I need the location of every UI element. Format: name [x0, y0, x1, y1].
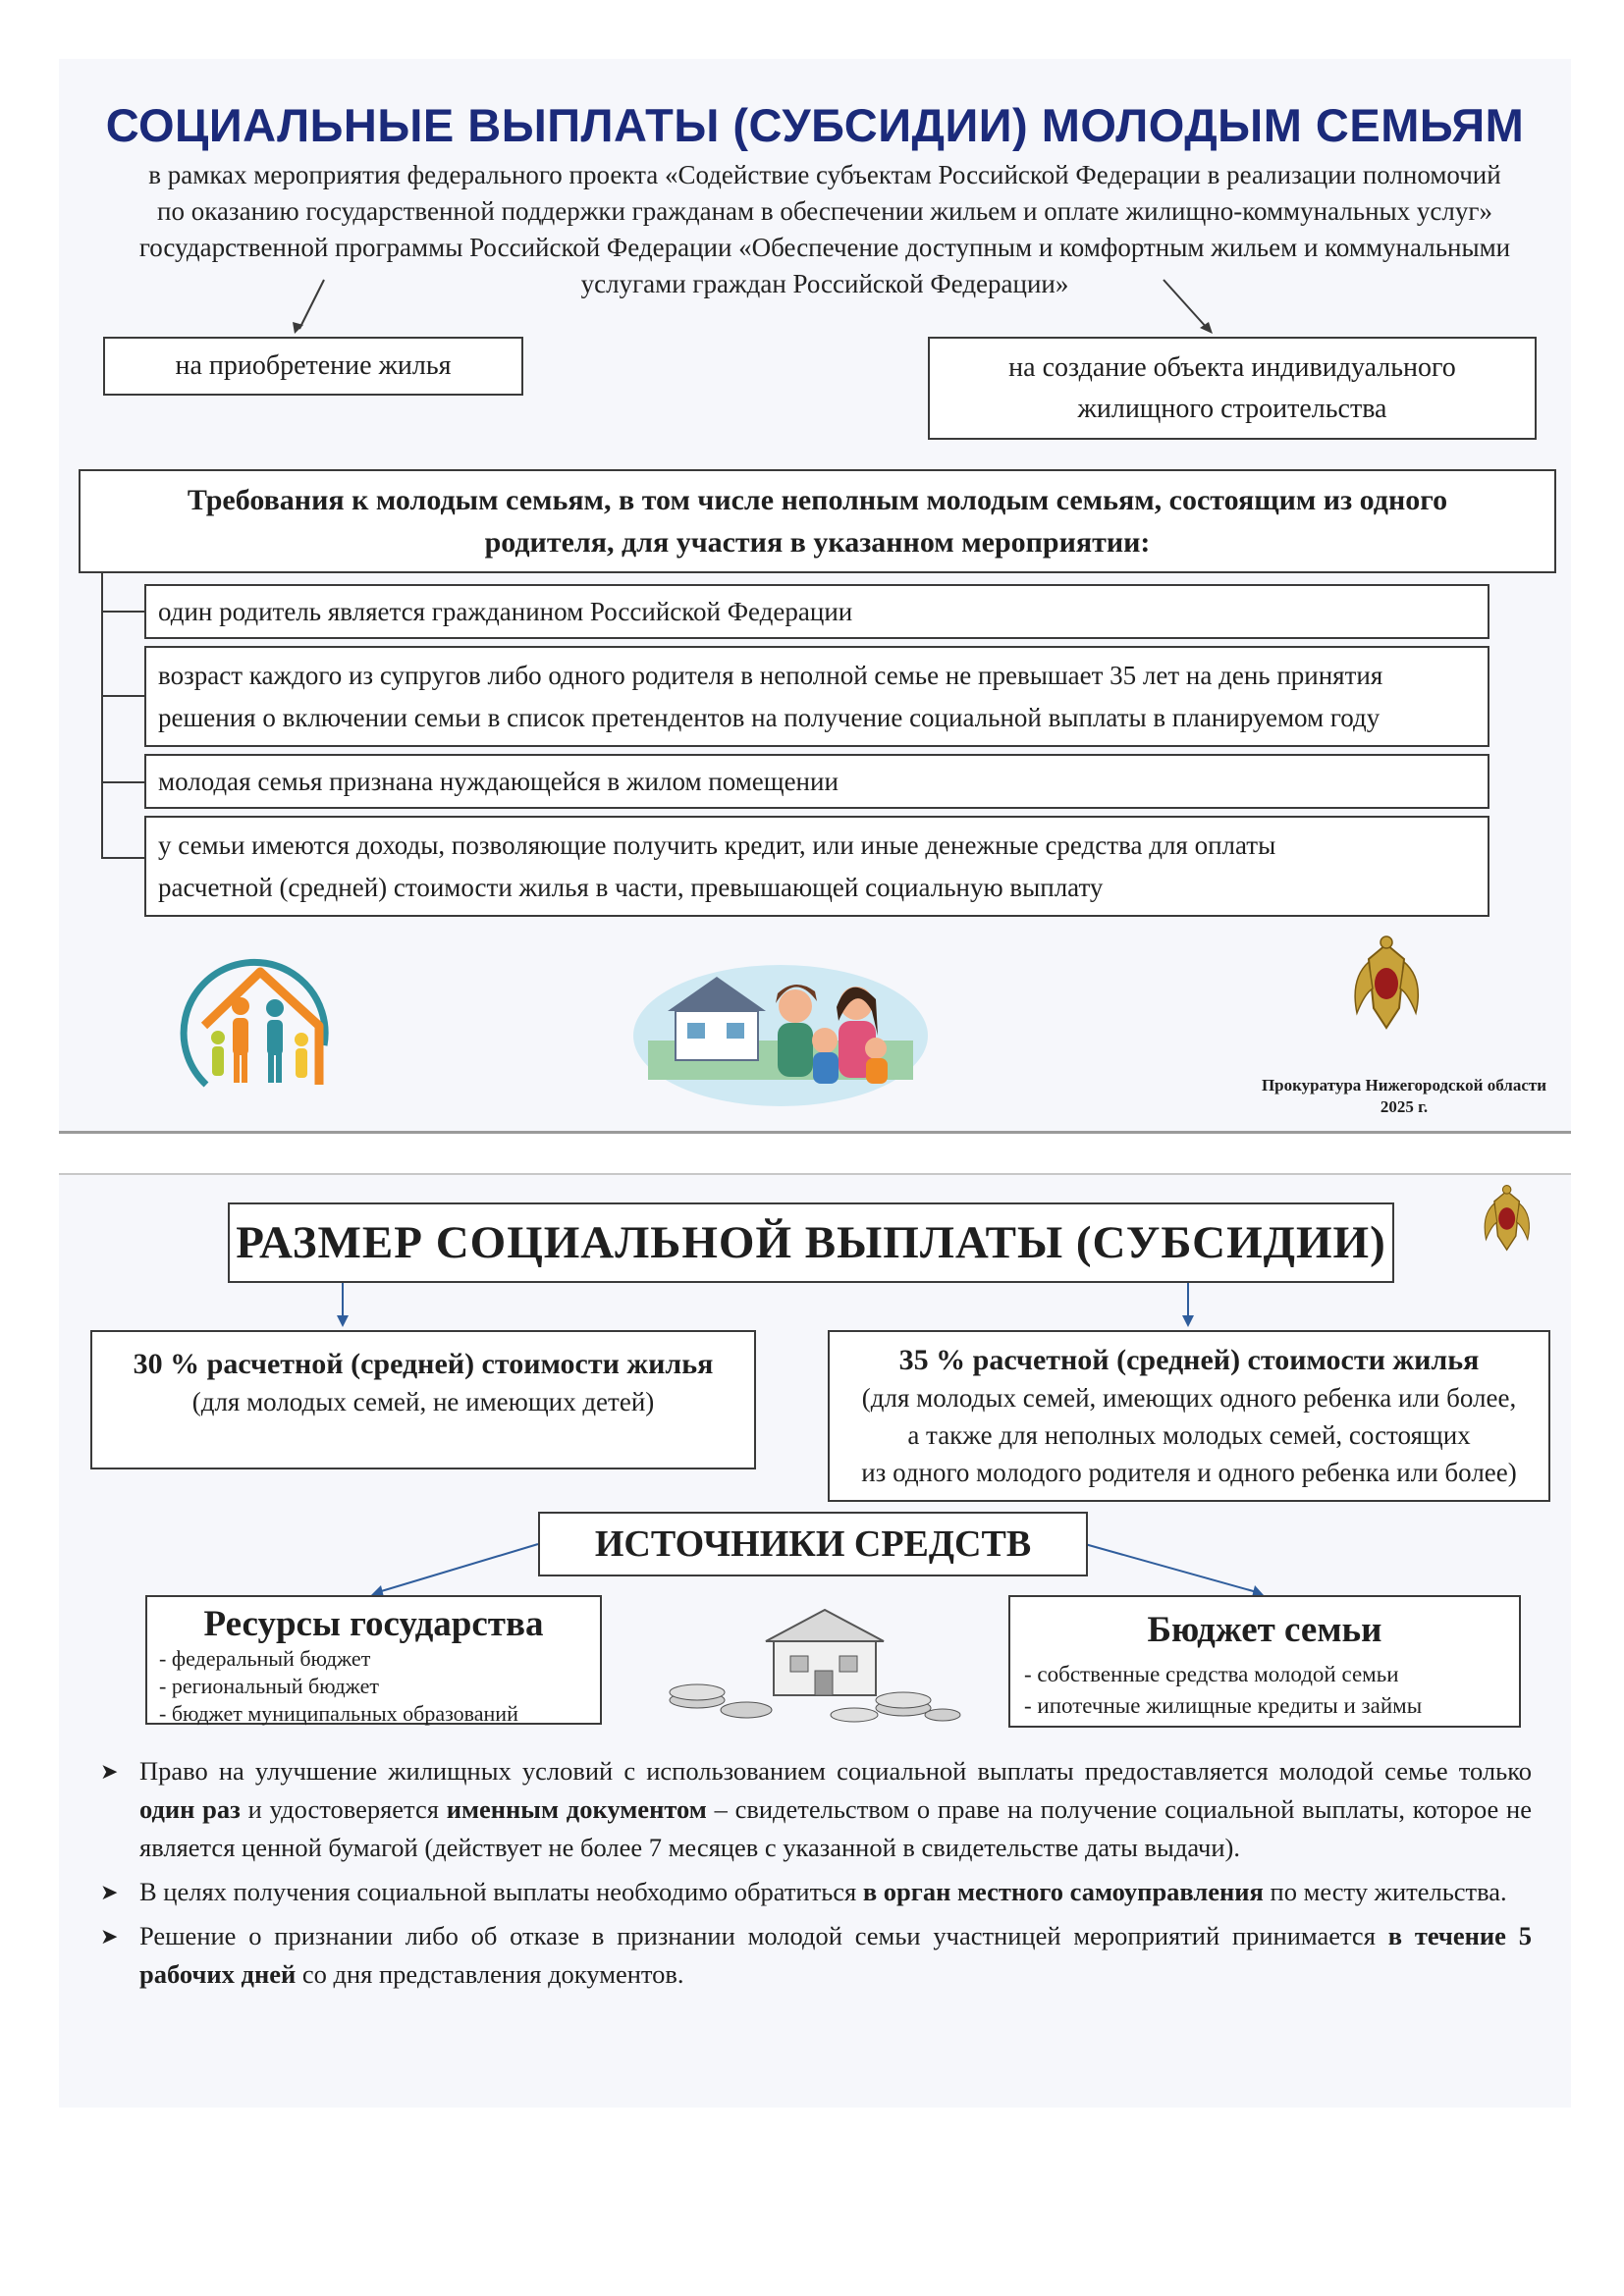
requirement-text: решения о включении семьи в список претендентов на получение социальной выплаты в планируемом году [158, 702, 1380, 732]
family-budget-box [1008, 1595, 1521, 1728]
arrow-bullet-icon: ➤ [100, 1759, 119, 1784]
share-30-note: (для молодых семей, не имеющих детей) [191, 1387, 655, 1416]
family-budget-list [1024, 1659, 1505, 1722]
requirement-text: возраст каждого из супругов либо одного родителя в неполной семье не превышает 35 лет на день принятия [158, 660, 1383, 690]
option-construction-line: на создание объекта индивидуального [1008, 351, 1456, 383]
share-35-note-line: из одного молодого родителя и одного ребенка или более) [861, 1458, 1517, 1487]
requirements-title-line: родителя, для участия в указанном мероприятии: [484, 526, 1151, 559]
arrow-bullet-icon: ➤ [100, 1880, 119, 1904]
state-resource-item: - бюджет муниципальных образований [159, 1700, 588, 1728]
info-bullet [98, 1752, 1532, 1867]
arrow-to-35-head [1182, 1315, 1194, 1327]
info-bullet [98, 1873, 1532, 1911]
page1-title: СОЦИАЛЬНЫЕ ВЫПЛАТЫ (СУБСИДИИ) МОЛОДЫМ СЕМЬЯМ [105, 99, 1525, 151]
option-purchase-label: на приобретение жилья [175, 350, 452, 381]
share-35-title [830, 1342, 1548, 1379]
family-budget-item: - собственные средства молодой семьи [1024, 1659, 1505, 1690]
arrow-to-family [1085, 1544, 1257, 1592]
share-35-note-line: (для молодых семей, имеющих одного ребенка или более, [861, 1383, 1517, 1413]
footer-org-name: Прокуратура Нижегородской области [1261, 1076, 1547, 1095]
bullet-text [139, 1921, 1532, 1989]
bullet-text-bold: один раз [139, 1794, 241, 1824]
bullet-text-part: по месту жительства. [1263, 1877, 1507, 1906]
requirement-text: у семьи имеются доходы, позволяющие получить кредит, или иные денежные средства для оплаты [158, 829, 1276, 860]
requirement-text: расчетной (средней) стоимости жилья в части, превышающей социальную выплату [158, 872, 1104, 902]
bullet-text-bold: именным документом [446, 1794, 707, 1824]
arrow-bullet-icon: ➤ [100, 1924, 119, 1949]
subtitle-line: услугами граждан Российской Федерации» [580, 269, 1069, 298]
bullet-text-part: В целях получения социальной выплаты необходимо обратиться [139, 1877, 863, 1906]
option-construction-line: жилищного строительства [1077, 393, 1387, 424]
family-budget-item: - ипотечные жилищные кредиты и займы [1024, 1690, 1505, 1722]
arrow-to-30-head [337, 1315, 349, 1327]
bullet-text [139, 1877, 1507, 1906]
share-30-box [90, 1330, 756, 1469]
requirements-title-line: Требования к молодым семьям, в том числе неполным молодым семьям, состоящим из одного [187, 484, 1448, 516]
subtitle-line: по оказанию государственной поддержки гражданам в обеспечении жильем и оплате жилищно-коммунальных услуг» [157, 196, 1492, 226]
bullet-text-part: Право на улучшение жилищных условий с использованием социальной выплаты предоставляется молодой семье только [139, 1756, 1532, 1786]
bullet-text-part: и удостоверяется [240, 1794, 447, 1824]
payment-size-title-text: РАЗМЕР СОЦИАЛЬНОЙ ВЫПЛАТЫ (СУБСИДИИ) [236, 1217, 1386, 1268]
footer-year: 2025 г. [1380, 1097, 1429, 1116]
house-coins-illustration [658, 1602, 962, 1730]
arrow-to-state [378, 1544, 538, 1592]
requirement-text: молодая семья признана нуждающейся в жилом помещении [158, 766, 839, 796]
info-bullets [98, 1752, 1532, 2000]
requirement-text: один родитель является гражданином Российской Федерации [158, 596, 853, 626]
subtitle-line: государственной программы Российской Федерации «Обеспечение доступным и комфортным жильем и коммунальными [138, 233, 1511, 262]
share-35-box [828, 1330, 1550, 1502]
share-30-title [92, 1346, 754, 1383]
share-35-title-text: 35 % расчетной (средней) стоимости жилья [898, 1344, 1480, 1376]
funding-sources-title-text: ИСТОЧНИКИ СРЕДСТВ [594, 1523, 1032, 1565]
bullet-text-bold: в орган местного самоуправления [862, 1877, 1264, 1906]
bullet-text-part: Решение о признании либо об отказе в признании молодой семьи участницей мероприятий принимается [139, 1921, 1388, 1950]
bullet-text-part: со дня представления документов. [296, 1959, 684, 1989]
share-30-title-text: 30 % расчетной (средней) стоимости жилья [133, 1348, 714, 1380]
bullet-text-part: – свидетельством о праве на получение социальной выплаты, которое не является ценной бумагой (действует не более 7 месяцев с указанной в свидетельстве даты выдачи). [139, 1794, 1532, 1862]
state-resources-box [145, 1595, 602, 1725]
state-resources-title: Ресурсы государства [203, 1604, 544, 1644]
state-resources-list [159, 1645, 588, 1728]
state-resource-item: - федеральный бюджет [159, 1645, 588, 1673]
state-resource-item: - региональный бюджет [159, 1673, 588, 1700]
bullet-text-bold: в течение 5 рабочих дней [139, 1921, 1532, 1989]
funding-sources-title [538, 1512, 1088, 1576]
share-35-note-line: а также для неполных молодых семей, состоящих [907, 1420, 1471, 1450]
info-bullet [98, 1917, 1532, 1994]
subtitle-line: в рамках мероприятия федерального проекта «Содействие субъектам Российской Федерации в реализации полномочий [148, 160, 1501, 189]
bullet-text [139, 1756, 1532, 1862]
family-budget-title: Бюджет семьи [1147, 1610, 1382, 1650]
